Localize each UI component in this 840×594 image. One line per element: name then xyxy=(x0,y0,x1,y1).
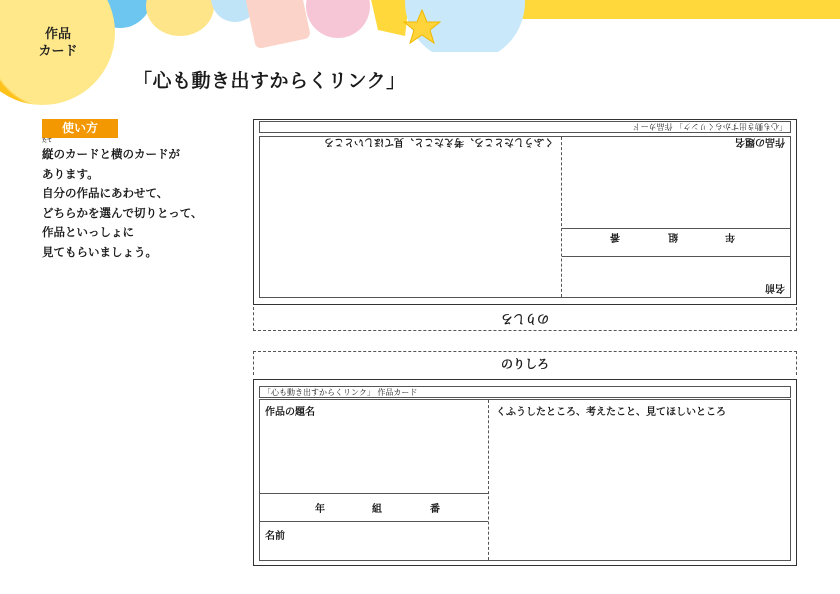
top-yellow-band xyxy=(520,0,840,19)
number-label: 番 xyxy=(610,231,620,242)
card-header: 「心も動き出すからくリンク」 作品カード xyxy=(259,121,791,133)
usage-line-3: 自分の作品にあわせて、 xyxy=(42,186,169,200)
page-title: 「心も動き出すからくリンク」 xyxy=(133,70,406,92)
badge-line-2: カード xyxy=(38,44,78,59)
ruby-reading: たて xyxy=(42,138,53,144)
usage-line-1-text: のカードと横のカードが xyxy=(53,147,180,161)
card-upper-rotated xyxy=(253,119,797,305)
card-header: 「心も動き出すからくリンク」 作品カード xyxy=(259,386,791,398)
card-lower xyxy=(253,379,797,566)
work-title-label: 作品の題名 xyxy=(265,407,315,418)
usage-instructions xyxy=(42,138,242,262)
separator xyxy=(260,493,488,494)
glue-label-upper: のりしろ xyxy=(500,312,549,326)
grade-label: 年 xyxy=(725,231,735,242)
usage-label: 使い方 xyxy=(42,119,118,138)
category-badge-text xyxy=(28,26,88,60)
card-body xyxy=(259,136,791,298)
name-label: 名前 xyxy=(765,282,785,293)
class-label: 組 xyxy=(668,231,678,242)
glue-label-lower: のりしろ xyxy=(500,357,549,371)
card-body xyxy=(259,399,791,561)
description-label: くふうしたところ、考えたこと、見てほしいところ xyxy=(324,136,554,147)
number-label: 番 xyxy=(430,504,440,515)
work-title-label: 作品の題名 xyxy=(735,136,785,147)
separator xyxy=(562,256,790,257)
usage-line-2: あります。 xyxy=(42,166,99,181)
separator xyxy=(260,521,488,522)
badge-line-1: 作品 xyxy=(44,27,71,42)
name-label: 名前 xyxy=(265,531,285,542)
card-left-column xyxy=(562,137,790,297)
glue-margin-lower xyxy=(253,351,797,375)
column-divider xyxy=(561,137,562,297)
ruby-word xyxy=(42,138,54,165)
usage-line-5: 作品といっしょに xyxy=(42,225,134,239)
card-left-column xyxy=(260,400,488,560)
separator xyxy=(562,228,790,229)
usage-line-6: 見てもらいましょう。 xyxy=(42,244,157,259)
decorative-shapes xyxy=(100,0,540,52)
glue-margin-upper xyxy=(253,307,797,331)
grade-label: 年 xyxy=(315,504,325,515)
description-label: くふうしたところ、考えたこと、見てほしいところ xyxy=(496,407,726,418)
usage-line-1 xyxy=(42,138,242,165)
column-divider xyxy=(488,400,489,560)
usage-line-4: どちらかを選んで切りとって、 xyxy=(42,205,203,220)
ruby-base: 縦 xyxy=(42,147,54,161)
class-label: 組 xyxy=(372,504,382,515)
